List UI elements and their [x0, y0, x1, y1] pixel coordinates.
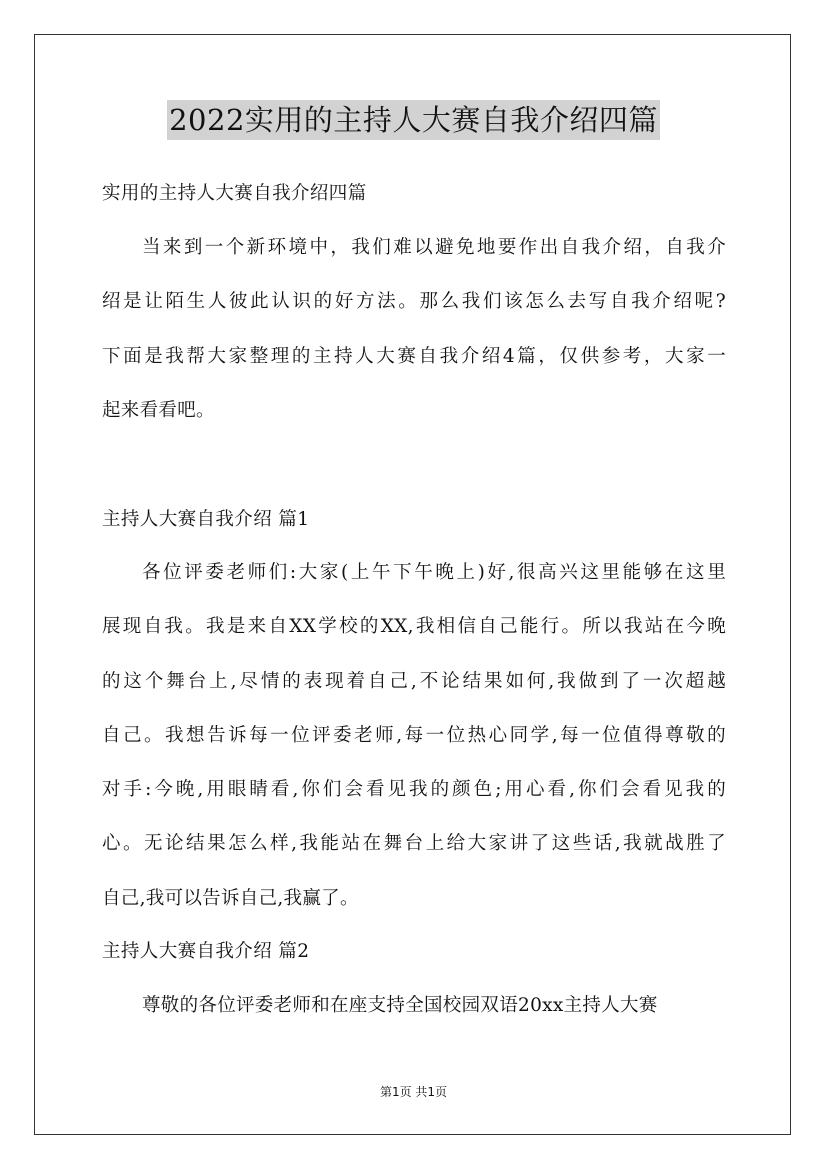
subtitle: 实用的主持人大赛自我介绍四篇	[102, 183, 367, 204]
document-title: 2022实用的主持人大赛自我介绍四篇	[167, 100, 660, 140]
section1-heading: 主持人大赛自我介绍 篇1	[102, 509, 310, 530]
paragraph-line: 下面是我帮大家整理的主持人大赛自我介绍4篇，仅供参考，大家一	[102, 345, 726, 367]
paragraph-line: 展现自我。我是来自XX学校的XX,我相信自己能行。所以我站在今晚	[102, 616, 726, 638]
section2-heading: 主持人大赛自我介绍 篇2	[102, 941, 310, 962]
intro-paragraph	[102, 235, 726, 452]
page-footer: 第1页 共1页	[379, 1085, 448, 1099]
section1-paragraph	[102, 560, 726, 940]
paragraph-line: 当来到一个新环境中，我们难以避免地要作出自我介绍，自我介	[142, 237, 726, 258]
paragraph-line: 对手:今晚,用眼睛看,你们会看见我的颜色;用心看,你们会看见我的	[102, 779, 726, 801]
paragraph-line: 自己,我可以告诉自己,我赢了。	[102, 887, 359, 909]
paragraph-line: 各位评委老师们:大家(上午下午晚上)好,很高兴这里能够在这里	[142, 562, 726, 583]
paragraph-line: 起来看看吧。	[102, 399, 215, 421]
title-container	[0, 100, 827, 140]
paragraph-line: 心。无论结果怎么样,我能站在舞台上给大家讲了这些话,我就战胜了	[102, 833, 726, 855]
paragraph-line: 尊敬的各位评委老师和在座支持全国校园双语20xx主持人大赛	[142, 995, 658, 1016]
paragraph-line: 绍是让陌生人彼此认识的好方法。那么我们该怎么去写自我介绍呢?	[102, 291, 726, 313]
section2-paragraph	[102, 993, 726, 1047]
paragraph-line: 自己。我想告诉每一位评委老师,每一位热心同学,每一位值得尊敬的	[102, 724, 726, 746]
paragraph-line: 的这个舞台上,尽情的表现着自己,不论结果如何,我做到了一次超越	[102, 670, 726, 692]
